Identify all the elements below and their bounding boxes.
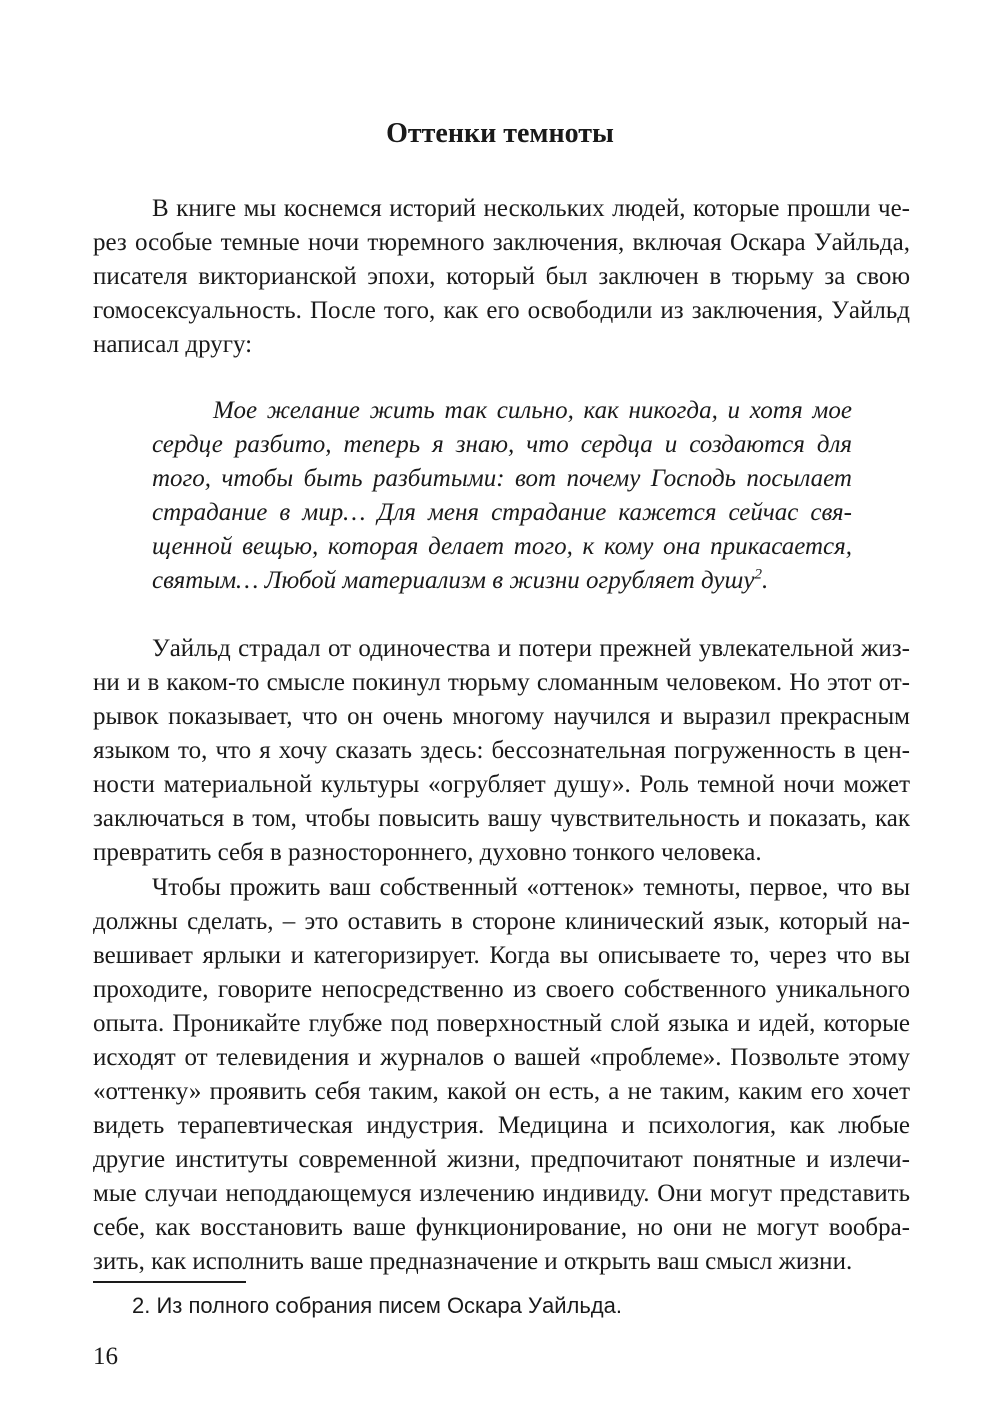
footnote-separator	[93, 1281, 246, 1283]
paragraph-2-line: Уайльд страдал от одиночества и потери прежней увлекательной жиз-	[152, 635, 910, 662]
paragraph-2-line: превратить себя в разностороннего, духовно тонкого человека.	[93, 839, 762, 866]
quote-line: щенной вещью, которая делает того, к кому она прикасается,	[152, 533, 852, 560]
paragraph-3-line: другие институты современной жизни, предпочитают понятные и излечи-	[93, 1146, 910, 1173]
paragraph-2-line: ности материальной культуры «огрубляет душу». Роль темной ночи может	[93, 771, 910, 798]
paragraph-2-line: рывок показывает, что он очень многому научился и выразил прекрасным	[93, 703, 910, 730]
quote-line-text: святым… Любой материализм в жизни огрубляет душу	[152, 567, 755, 594]
paragraph-2-line: языком то, что я хочу сказать здесь: бессознательная погруженность в цен-	[93, 737, 910, 764]
paragraph-1-line: рез особые темные ночи тюремного заключения, включая Оскара Уайльда,	[93, 229, 910, 256]
paragraph-1-line: В книге мы коснемся историй нескольких людей, которые прошли че-	[152, 195, 910, 222]
paragraph-3-line: себе, как восстановить ваше функционирование, но они не могут вообра-	[93, 1214, 910, 1241]
paragraph-3-line: «оттенку» проявить себя таким, какой он есть, а не таким, каким его хочет	[93, 1078, 910, 1105]
quote-line: страдание в мир… Для меня страдание кажется сейчас свя-	[152, 499, 852, 526]
paragraph-3-line: исходят от телевидения и журналов о вашей «проблеме». Позвольте этому	[93, 1044, 910, 1071]
paragraph-3-line: видеть терапевтическая индустрия. Медицина и психология, как любые	[93, 1112, 910, 1139]
paragraph-3-line: опыта. Проникайте глубже под поверхностный слой языка и идей, которые	[93, 1010, 910, 1037]
quote-line-last	[152, 564, 852, 598]
quote-line: Мое желание жить так сильно, как никогда, и хотя мое	[213, 397, 852, 424]
paragraph-2-line: заключаться в том, чтобы повысить вашу чувствительность и показать, как	[93, 805, 910, 832]
paragraph-1-line: гомосексуальность. После того, как его освободили из заключения, Уайльд	[93, 297, 910, 324]
paragraph-3-line: должны сделать, – это оставить в стороне клинический язык, который на-	[93, 908, 910, 935]
paragraph-3-line: мые случаи неподдающемуся излечению индивиду. Они могут представить	[93, 1180, 910, 1207]
quote-end-punctuation: .	[761, 567, 769, 594]
paragraph-3-line: Чтобы прожить ваш собственный «оттенок» темноты, первое, что вы	[152, 874, 910, 901]
paragraph-1-line: писателя викторианской эпохи, который был заключен в тюрьму за свою	[93, 263, 910, 290]
footnote: 2. Из полного собрания писем Оскара Уайльда.	[132, 1293, 622, 1318]
quote-line: сердце разбито, теперь я знаю, что сердца и создаются для	[152, 431, 852, 458]
paragraph-3-line: проходите, говорите непосредственно из своего собственного уникального	[93, 976, 910, 1003]
chapter-title: Оттенки темноты	[386, 118, 614, 149]
quote-line: того, чтобы быть разбитыми: вот почему Господь посылает	[152, 465, 852, 492]
paragraph-1-line: написал другу:	[93, 331, 253, 358]
paragraph-3-line: зить, как исполнить ваше предназначение и открыть ваш смысл жизни.	[93, 1248, 853, 1275]
footnote-reference: 2	[754, 566, 762, 583]
page-number: 16	[93, 1343, 118, 1370]
paragraph-3-line: вешивает ярлыки и категоризирует. Когда вы описываете то, через что вы	[93, 942, 910, 969]
paragraph-2-line: ни и в каком-то смысле покинул тюрьму сломанным человеком. Но этот от-	[93, 669, 910, 696]
